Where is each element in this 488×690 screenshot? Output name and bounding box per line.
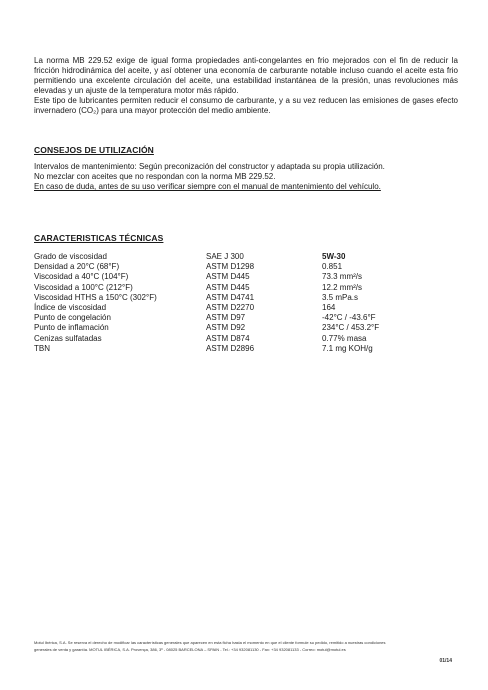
spec-property: Cenizas sulfatadas bbox=[34, 333, 102, 343]
table-row bbox=[34, 313, 442, 323]
spec-property: Viscosidad a 100°C (212°F) bbox=[34, 282, 133, 292]
spec-method: ASTM D92 bbox=[206, 323, 246, 333]
consejos-no-mezclar: No mezclar con aceites que no respondan con la norma MB 229.52. bbox=[34, 172, 276, 182]
table-row bbox=[34, 283, 442, 293]
spec-method: SAE J 300 bbox=[206, 252, 244, 261]
consejos-en-caso-de-duda: En caso de duda, antes de su uso verificar siempre con el manual de mantenimiento del vehículo. bbox=[34, 182, 381, 192]
consejos-intervalos: Intervalos de mantenimiento: Según preconización del constructor y adaptada su propia utilización. bbox=[34, 162, 385, 171]
spec-property: Punto de inflamación bbox=[34, 323, 109, 333]
table-row bbox=[34, 272, 442, 282]
spec-method: ASTM D2896 bbox=[206, 343, 255, 353]
spec-property: TBN bbox=[34, 343, 50, 353]
spec-value: 0.851 bbox=[322, 262, 343, 272]
footer-line-2: generales de venta y garantía. MOTUL IBÉRICA, S.A. Provença, 386, 3º - 08025 BARCELONA – SPAIN - Tel.: +34 932081130 - Fax: +34 932081133 - Correo: motul@motul.es bbox=[34, 646, 346, 652]
table-row bbox=[34, 323, 442, 333]
table-row bbox=[34, 293, 442, 303]
spec-method: ASTM D874 bbox=[206, 333, 250, 343]
consejos-heading: CONSEJOS DE UTILIZACIÓN bbox=[34, 145, 154, 155]
table-row bbox=[34, 303, 442, 313]
spec-method: ASTM D445 bbox=[206, 272, 250, 282]
caracteristicas-heading: CARACTERISTICAS TÉCNICAS bbox=[34, 233, 164, 243]
spec-method: ASTM D445 bbox=[206, 282, 250, 292]
spec-value: 7.1 mg KOH/g bbox=[322, 343, 373, 353]
spec-property: Grado de viscosidad bbox=[34, 252, 107, 261]
spec-value: -42°C / -43.6°F bbox=[322, 313, 376, 323]
spec-property: Densidad a 20°C (68°F) bbox=[34, 262, 120, 272]
footer-legal bbox=[34, 640, 458, 653]
page-number: 01/14 bbox=[439, 658, 452, 664]
intro-section bbox=[34, 56, 458, 116]
spec-value: 73.3 mm²/s bbox=[322, 272, 363, 282]
table-row bbox=[34, 262, 442, 272]
footer-line-1: Motul Ibérica, S.A. Se reserva el derecho de modificar las características generales que aparecen en esta ficha hasta el momento en que el cliente formule su pedido, remitido a nuestras condiciones bbox=[34, 640, 386, 645]
table-row bbox=[34, 334, 442, 344]
spec-method: ASTM D97 bbox=[206, 313, 246, 323]
intro-paragraph-norma: La norma MB 229.52 exige de igual forma propiedades anti-congelantes en frio mejorados con el fin de reducir la fricción hidrodinámica del aceite, y así obtener una economía de carburante notable incluso cuando el aceite esta frio permitiendo una excelente circulación del aceite, una estabilidad instantánea de la presión, unas revoluciones más elevadas y un ajuste de la temperatura motor más rápido. bbox=[34, 56, 458, 95]
spec-property: Punto de congelación bbox=[34, 313, 111, 323]
spec-value: 234°C / 453.2°F bbox=[322, 323, 380, 333]
spec-table bbox=[34, 252, 442, 354]
table-row bbox=[34, 344, 442, 354]
spec-property: Viscosidad a 40°C (104°F) bbox=[34, 272, 129, 282]
spec-method: ASTM D4741 bbox=[206, 292, 255, 302]
spec-property: Índice de viscosidad bbox=[34, 303, 107, 313]
table-row bbox=[34, 252, 442, 262]
spec-value: 0.77% masa bbox=[322, 333, 367, 343]
intro-paragraph-lubricantes: Este tipo de lubricantes permiten reducir el consumo de carburante, y a su vez reducen las emisiones de gases efecto invernadero (CO₂) para una mayor protección del medio ambiente. bbox=[34, 96, 458, 115]
spec-value: 3.5 mPa.s bbox=[322, 292, 359, 302]
spec-value: 5W-30 bbox=[322, 252, 346, 261]
spec-value: 164 bbox=[322, 303, 336, 313]
consejos-section bbox=[34, 162, 458, 193]
spec-property: Viscosidad HTHS a 150°C (302°F) bbox=[34, 292, 157, 302]
spec-method: ASTM D1298 bbox=[206, 262, 255, 272]
spec-method: ASTM D2270 bbox=[206, 303, 255, 313]
spec-value: 12.2 mm²/s bbox=[322, 282, 363, 292]
